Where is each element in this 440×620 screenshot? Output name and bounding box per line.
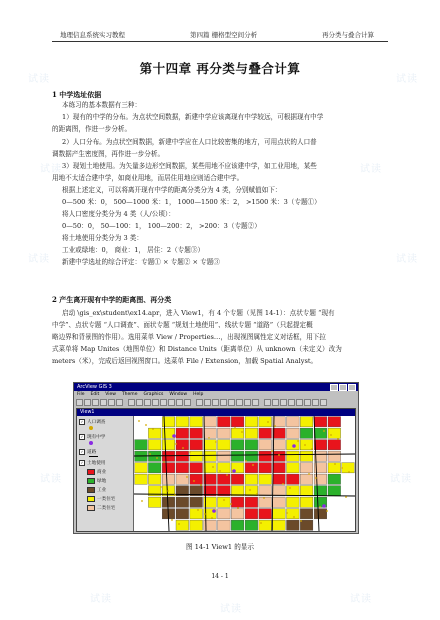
toolbar-button[interactable] (108, 399, 115, 406)
section1-line: 用地不太适合建中学，如商业用地，而居住用地应则适合建中学。 (52, 174, 244, 182)
land-use-parcel (218, 440, 231, 450)
toolbar-button[interactable] (212, 399, 219, 406)
population-point (348, 471, 350, 473)
land-use-parcel (287, 463, 300, 473)
land-use-parcel (287, 428, 300, 438)
view-titlebar (77, 409, 355, 416)
theme-checkbox[interactable]: ✓ (80, 450, 84, 454)
section1-line: 3）现划土地使用。为矢量多边形空间数据，某些用地不应该建中学，如工业用地，某些 (62, 162, 317, 170)
map-canvas[interactable] (134, 416, 355, 531)
land-use-parcel (190, 451, 203, 461)
toolbar (74, 398, 358, 407)
legend-item[interactable] (79, 419, 105, 425)
population-point (311, 448, 313, 450)
section2-line: 略边界和背景图的作用）。选用菜单 View / Properties…，出现视图属性定义对话框，用下拉 (52, 333, 326, 341)
population-point (175, 443, 177, 445)
menu-edit[interactable]: Edit (90, 392, 100, 397)
toolbar-button[interactable] (236, 399, 243, 406)
legend-label: 绿地 (97, 479, 107, 484)
land-use-parcel (314, 428, 327, 438)
toolbar-button[interactable] (92, 399, 99, 406)
section2-line: 式菜单将 Map Unites（地图单位）和 Distance Units（距离单位）从 unknown（未定义）改为 (52, 345, 342, 353)
figure-caption: 图 14-1 View1 的显示 (186, 543, 254, 551)
land-use-parcel (148, 497, 161, 507)
theme-checkbox[interactable]: ✓ (80, 435, 84, 439)
land-use-parcel (162, 497, 175, 507)
section1-line: 调数据产生密度图，再作进一步分析。 (52, 150, 165, 158)
land-use-parcel (259, 509, 272, 519)
population-point (278, 454, 280, 456)
page-number: 14 - 1 (211, 573, 229, 580)
land-use-parcel (259, 417, 272, 427)
population-point (237, 507, 239, 509)
land-use-parcel (176, 509, 189, 519)
population-point (341, 467, 343, 469)
watermark-text: 试读 (350, 594, 372, 605)
land-use-parcel (190, 463, 203, 473)
population-point (245, 460, 247, 462)
land-use-parcel (259, 486, 272, 496)
legend-swatch (87, 487, 95, 493)
toolbar-button[interactable] (152, 399, 159, 406)
land-use-parcel (287, 451, 300, 461)
population-point (304, 444, 306, 446)
land-use-parcel (162, 474, 175, 484)
legend-item[interactable] (79, 434, 105, 440)
app-titlebar (74, 383, 358, 391)
toolbar-button[interactable] (176, 399, 183, 406)
population-point (171, 519, 173, 521)
land-use-parcel (245, 497, 258, 507)
population-point (200, 484, 202, 486)
legend-item[interactable] (87, 487, 106, 493)
land-use-parcel (273, 497, 286, 507)
population-point (178, 523, 180, 525)
maximize-button[interactable] (339, 384, 347, 391)
section2-heading: 2 产生离开现有中学的距离图、再分类 (52, 295, 172, 304)
toolbar-button[interactable] (100, 399, 107, 406)
land-use-parcel (231, 440, 244, 450)
land-use-parcel (245, 509, 258, 519)
land-use-parcel (259, 463, 272, 473)
land-use-parcel (190, 497, 203, 507)
population-point (308, 473, 310, 475)
land-use-parcel (245, 440, 258, 450)
land-use-parcel (259, 440, 272, 450)
population-point (145, 424, 147, 426)
chapter-title: 第十四章 再分类与叠合计算 (139, 61, 301, 76)
land-use-parcel (204, 463, 217, 473)
population-point (267, 421, 269, 423)
watermark-text: 试读 (90, 594, 112, 605)
section1-line: 2）人口分布。为点状空间数据，新建中学应在人口比较密集的地方，可用点状的人口普 (62, 138, 317, 146)
population-point (297, 440, 299, 442)
header-center: 第四篇 栅格型空间分析 (190, 31, 258, 39)
land-use-parcel (300, 451, 313, 461)
land-use-parcel (300, 463, 313, 473)
toolbar-button[interactable] (296, 399, 303, 406)
land-use-parcel (273, 451, 286, 461)
land-use-parcel (259, 474, 272, 484)
toolbar-button[interactable] (228, 399, 235, 406)
land-use-parcel (328, 451, 341, 461)
population-point (300, 520, 302, 522)
land-use-parcel (259, 497, 272, 507)
population-point (263, 497, 265, 499)
population-point (193, 480, 195, 482)
population-point (226, 474, 228, 476)
land-use-parcel (300, 474, 313, 484)
app-title: ArcView GIS 3 (77, 384, 112, 390)
header-rule (52, 41, 388, 42)
line-symbol (89, 456, 98, 457)
land-use-parcel (231, 417, 244, 427)
land-use-parcel (218, 451, 231, 461)
legend-item[interactable] (79, 460, 105, 466)
land-use-parcel (190, 520, 203, 530)
population-point (337, 438, 339, 440)
school-point (322, 504, 326, 508)
legend-item[interactable] (87, 505, 115, 511)
section1-line: 将人口密度分类分为 4 类（人/公顷）： (62, 210, 175, 218)
land-use-parcel (148, 474, 161, 484)
population-point (230, 503, 232, 505)
watermark-text: 试读 (396, 254, 418, 265)
population-point (293, 516, 295, 518)
toolbar-button[interactable] (116, 399, 123, 406)
land-use-parcel (300, 497, 313, 507)
school-point (292, 444, 296, 448)
land-use-parcel (245, 428, 258, 438)
population-point (212, 466, 214, 468)
land-use-parcel (245, 451, 258, 461)
land-use-parcel (148, 440, 161, 450)
watermark-text: 试读 (360, 164, 382, 175)
population-point (319, 506, 321, 508)
land-use-parcel (162, 463, 175, 473)
land-use-parcel (231, 428, 244, 438)
population-point (241, 431, 243, 433)
land-use-parcel (176, 474, 189, 484)
land-use-parcel (314, 440, 327, 450)
population-point (330, 434, 332, 436)
toolbar-button[interactable] (204, 399, 211, 406)
land-use-parcel (218, 417, 231, 427)
view-window (76, 408, 356, 532)
legend-label: 道路 (87, 450, 97, 455)
toolbar-button[interactable] (168, 399, 175, 406)
population-point (138, 420, 140, 422)
land-use-parcel (245, 474, 258, 484)
theme-checkbox[interactable]: ✓ (80, 461, 84, 465)
toolbar-button[interactable] (128, 399, 135, 406)
section1-line: 0—50：0， 50—100：1， 100—200：2， >200：3（专题②） (62, 222, 261, 230)
land-use-parcel (314, 509, 327, 519)
land-use-parcel (176, 417, 189, 427)
legend-swatch (87, 496, 95, 502)
population-point (174, 494, 176, 496)
section2-line: 中学”、点状专题 “人口调查”、面状专题 “规划土地使用”、线状专题 “道路”（只起提定概 (52, 321, 313, 329)
legend-swatch (87, 478, 95, 484)
land-use-parcel (218, 428, 231, 438)
section2-line: 启动 \gis_ex\student\ex14.apr，进入 View1，有 4 个专题（见图 14-1）：点状专题 “现有 (62, 309, 335, 317)
point-symbol (89, 426, 93, 430)
land-use-parcel (135, 463, 148, 473)
population-point (249, 489, 251, 491)
toolbar-button[interactable] (196, 399, 203, 406)
land-use-parcel (204, 451, 217, 461)
land-use-parcel (259, 520, 272, 530)
land-use-parcel (300, 428, 313, 438)
section1-line: 本练习的基本数据有三种： (62, 101, 142, 109)
section1-line: 的距离图，作进一步分析。 (52, 125, 132, 133)
population-point (289, 487, 291, 489)
population-point (326, 510, 328, 512)
land-use-parcel (259, 451, 272, 461)
population-point (141, 500, 143, 502)
theme-checkbox[interactable]: ✓ (80, 420, 84, 424)
land-use-parcel (190, 417, 203, 427)
land-use-parcel (300, 486, 313, 496)
land-use-parcel (328, 417, 341, 427)
population-point (197, 509, 199, 511)
population-point (219, 470, 221, 472)
land-use-parcel (300, 520, 313, 530)
toolbar-button[interactable] (280, 399, 287, 406)
legend-label: 工业 (97, 488, 107, 493)
land-use-parcel (287, 509, 300, 519)
land-use-parcel (176, 520, 189, 530)
land-use-parcel (231, 486, 244, 496)
population-point (271, 450, 273, 452)
land-use-parcel (162, 440, 175, 450)
land-use-parcel (273, 474, 286, 484)
land-use-parcel (245, 417, 258, 427)
menu-theme[interactable]: Theme (121, 392, 138, 397)
land-use-parcel (314, 417, 327, 427)
land-use-parcel (135, 440, 148, 450)
land-use-parcel (162, 451, 175, 461)
legend-label: 一类住宅 (97, 497, 116, 502)
land-use-parcel (231, 520, 244, 530)
legend-item[interactable] (87, 496, 115, 502)
population-point (186, 476, 188, 478)
population-point (323, 430, 325, 432)
menu-file[interactable]: File (77, 392, 85, 397)
land-use-parcel (218, 474, 231, 484)
land-use-parcel (273, 428, 286, 438)
toolbar-button[interactable] (264, 399, 271, 406)
toolbar-button[interactable] (304, 399, 311, 406)
watermark-text: 试读 (40, 474, 62, 485)
land-use-parcel (231, 497, 244, 507)
legend-item[interactable] (79, 449, 96, 455)
table-of-contents (77, 416, 134, 531)
population-point (163, 461, 165, 463)
population-point (149, 453, 151, 455)
land-use-parcel (218, 509, 231, 519)
school-point (232, 469, 236, 473)
population-point (256, 493, 258, 495)
toolbar-button[interactable] (84, 399, 91, 406)
land-use-parcel (190, 474, 203, 484)
land-use-parcel (328, 486, 341, 496)
land-use-parcel (287, 474, 300, 484)
menu-graphics[interactable]: Graphics (143, 392, 164, 397)
land-use-parcel (273, 440, 286, 450)
land-use-parcel (287, 417, 300, 427)
land-use-parcel (342, 463, 355, 473)
land-use-parcel (204, 428, 217, 438)
section2-line: meters（米），完成后返回视图窗口。选菜单 File / Extension，加载 Spatial Analyst。 (52, 357, 318, 365)
toolbar-button[interactable] (76, 399, 83, 406)
toolbar-button[interactable] (184, 399, 191, 406)
land-use-parcel (300, 417, 313, 427)
land-use-parcel (231, 509, 244, 519)
population-point (208, 437, 210, 439)
land-use-parcel (176, 497, 189, 507)
land-use-parcel (245, 520, 258, 530)
legend-label: 人口调查 (87, 420, 106, 425)
land-use-parcel (328, 474, 341, 484)
watermark-text: 试读 (220, 604, 242, 615)
legend-swatch (87, 505, 95, 511)
section1-line: 0—500 米：0， 500—1000 米：1， 1000—1500 米：2， >1500 米：3（专题①） (62, 198, 321, 206)
land-use-parcel (218, 497, 231, 507)
land-use-parcel (300, 440, 313, 450)
section1-line: 1）现有的中学的分布。为点状空间数据，新建中学应该离现有中学较远，可根据现有中学 (62, 113, 324, 121)
population-point (152, 428, 154, 430)
population-point (156, 457, 158, 459)
legend-swatch (87, 469, 95, 475)
school-point (212, 509, 216, 513)
land-use-parcel (328, 428, 341, 438)
land-use-parcel (204, 417, 217, 427)
population-point (167, 490, 169, 492)
population-point (345, 496, 347, 498)
watermark-text: 试读 (396, 74, 418, 85)
toolbar-button[interactable] (136, 399, 143, 406)
land-use-parcel (287, 520, 300, 530)
legend-item[interactable] (87, 469, 106, 475)
menu-window[interactable]: Window (169, 392, 188, 397)
toolbar-button[interactable] (252, 399, 259, 406)
section1-line: 新建中学选址的综合评定：专题① × 专题② × 专题③ (62, 258, 220, 266)
land-use-parcel (135, 474, 148, 484)
point-symbol (89, 441, 93, 445)
toolbar-button[interactable] (244, 399, 251, 406)
toolbar-button[interactable] (272, 399, 279, 406)
land-use-parcel (245, 486, 258, 496)
population-point (182, 447, 184, 449)
population-point (223, 499, 225, 501)
toolbar-button[interactable] (320, 399, 327, 406)
population-point (274, 425, 276, 427)
toolbar-button[interactable] (288, 399, 295, 406)
legend-label: 二类住宅 (97, 506, 116, 511)
population-point (211, 517, 213, 519)
legend-label: 现有中学 (87, 435, 106, 440)
population-point (189, 451, 191, 453)
land-use-parcel (328, 440, 341, 450)
menu-bar (74, 391, 358, 398)
legend-label: 土地使用 (87, 461, 106, 466)
toolbar-button[interactable] (160, 399, 167, 406)
land-use-parcel (231, 474, 244, 484)
land-use-parcel (273, 463, 286, 473)
view-title: View1 (80, 410, 95, 415)
legend-item[interactable] (87, 478, 106, 484)
land-use-parcel (176, 451, 189, 461)
watermark-text: 试读 (40, 164, 62, 175)
land-use-parcel (190, 509, 203, 519)
population-point (260, 522, 262, 524)
land-use-parcel (176, 428, 189, 438)
menu-help[interactable]: Help (193, 392, 204, 397)
land-use-parcel (190, 440, 203, 450)
population-point (204, 513, 206, 515)
land-use-parcel (287, 497, 300, 507)
school-point (172, 434, 176, 438)
land-use-parcel (204, 440, 217, 450)
header-left: 地理信息系统实习教程 (60, 31, 125, 39)
section1-heading: 1 中学选址依据 (52, 90, 102, 99)
land-use-parcel (314, 486, 327, 496)
land-use-parcel (148, 463, 161, 473)
section1-line: 根据上述定义，可以将离开现有中学的距离分类分为 4 类，分别赋值如下： (62, 186, 282, 194)
menu-view[interactable]: View (105, 392, 116, 397)
land-use-parcel (218, 520, 231, 530)
legend-label: 商业 (97, 470, 107, 475)
population-point (252, 464, 254, 466)
population-point (215, 441, 217, 443)
section1-line: 工业或绿地：0， 商业：1， 居住：2（专题③） (62, 246, 205, 254)
land-use-parcel (231, 451, 244, 461)
land-use-map (134, 416, 355, 531)
header-right: 再分类与叠合计算 (322, 31, 374, 39)
land-use-parcel (314, 474, 327, 484)
land-use-parcel (300, 509, 313, 519)
arcview-window (73, 382, 359, 534)
land-use-parcel (273, 520, 286, 530)
minimize-button[interactable] (330, 384, 338, 391)
land-use-parcel (176, 463, 189, 473)
watermark-text: 试读 (28, 74, 50, 85)
watermark-text: 试读 (390, 474, 412, 485)
close-button[interactable] (348, 384, 356, 391)
population-point (286, 512, 288, 514)
watermark-text: 试读 (28, 254, 50, 265)
land-use-parcel (273, 486, 286, 496)
toolbar-button[interactable] (144, 399, 151, 406)
population-point (282, 483, 284, 485)
toolbar-button[interactable] (220, 399, 227, 406)
population-point (160, 486, 162, 488)
land-use-parcel (287, 486, 300, 496)
population-point (334, 463, 336, 465)
population-point (315, 477, 317, 479)
toolbar-button[interactable] (312, 399, 319, 406)
section1-line: 将土地使用分类分为 3 类： (62, 234, 143, 242)
population-point (234, 427, 236, 429)
land-use-parcel (273, 509, 286, 519)
land-use-parcel (245, 463, 258, 473)
land-use-parcel (259, 428, 272, 438)
land-use-parcel (190, 428, 203, 438)
land-use-parcel (148, 428, 161, 438)
